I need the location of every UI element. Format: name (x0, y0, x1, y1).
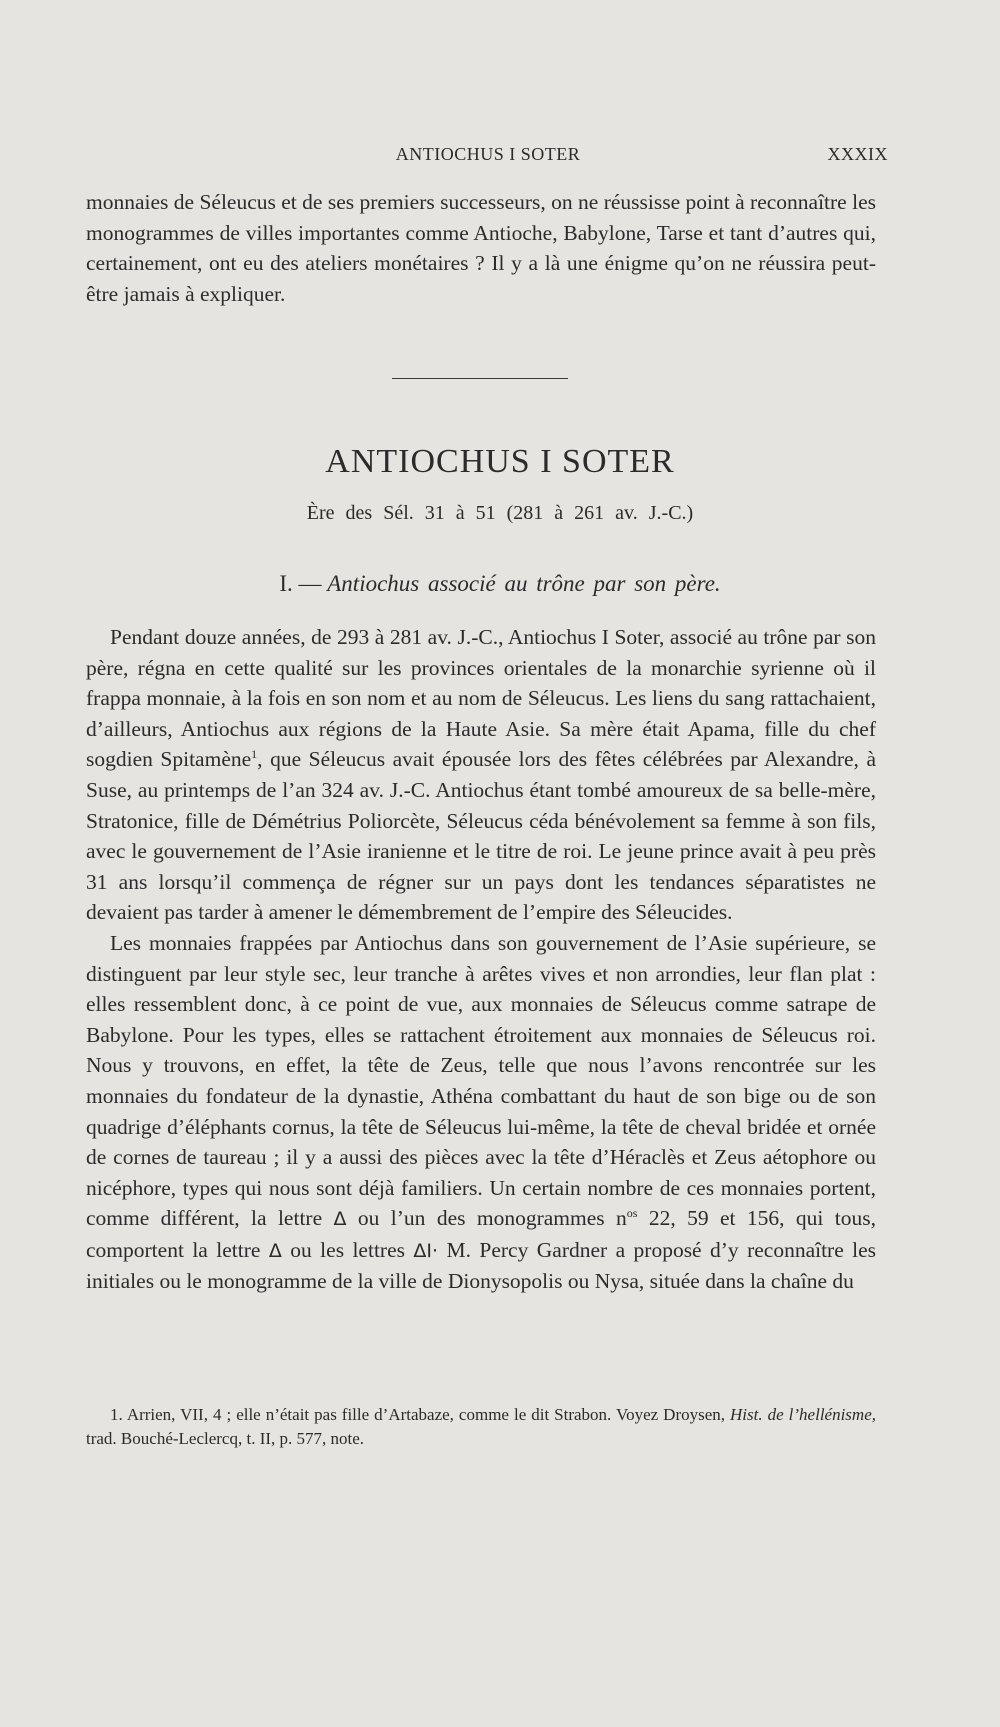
section-divider (392, 378, 568, 379)
paragraph-2-part-4: ou les lettres (290, 1237, 405, 1262)
running-head-title: ANTIOCHUS I SOTER (395, 144, 581, 164)
footnote-title-italic: Hist. de l’hellénisme, (730, 1405, 876, 1424)
section-title: ANTIOCHUS I SOTER (325, 443, 675, 480)
paragraph-2-part-3: 22, 59 et 156, qui tous, comportent la lettre (86, 1206, 876, 1262)
era-dates: Ère des Sél. 31 à 51 (281 à 261 av. J.-C.) (306, 502, 694, 524)
intro-paragraph: monnaies de Séleucus et de ses premiers successeurs, on ne réussisse point à reconnaître les monogrammes de villes importantes comme Antioche, Babylone, Tarse et tant d’autres qui, certainement, ont eu des ateliers monétaires ? Il y a là une énigme qu’on ne réussira peut-être jamais à expliquer. (86, 190, 876, 306)
footnote-number: 1. (110, 1405, 123, 1424)
delta-letter: Δ (333, 1208, 347, 1231)
footnote-text-b: trad. Bouché-Leclercq, t. II, p. 577, note. (86, 1429, 365, 1448)
running-head (88, 144, 888, 172)
body-text (86, 622, 876, 1297)
delta-iota-letters: ΔΙ· (413, 1239, 439, 1262)
page-number: XXXIX (827, 144, 888, 164)
paragraph-2 (86, 928, 876, 1297)
paragraph-2-part-1: Les monnaies frappées par Antiochus dans son gouvernement de l’Asie supérieure, se distinguent par leur style sec, leur tranche à arêtes vives et non arrondies, leur flan plat : elles ressemblent donc, à ce point de vue, aux monnaies de Séleucus comme satrape de Babylone. Pour les types, elles se rattachent étroitement aux monnaies de Séleucus roi. Nous y trouvons, en effet, la tête de Zeus, telle que nous l’avons rencontrée sur les monnaies du fondateur de la dynastie, Athéna combattant du haut de son bige ou de son quadrige d’éléphants cornus, la tête de Séleucus lui-même, la tête de cheval bridée et ornée de cornes de taureau ; il y a aussi des pièces avec la tête d’Héraclès et Zeus aétophore ou nicéphore, types qui nous sont déjà familiers. Un certain nombre de ces monnaies portent, comme différent, la lettre (86, 930, 876, 1231)
nos-superscript: os (626, 1206, 638, 1221)
paragraph-1-part-b: , que Séleucus avait épousée lors des fêtes célébrées par Alexandre, à Suse, au printemps de l’an 324 av. J.-C. Antiochus étant tombé amoureux de sa belle-mère, Stratonice, fille de Démétrius Poliorcète, Séleucus céda bénévolement sa femme à son fils, avec le gouvernement de l’Asie iranienne et le titre de roi. Le jeune prince avait à peu près 31 ans lorsqu’il commença de régner sur un pays dont les tendances séparatistes ne devaient pas tarder à amener le démembrement de l’empire des Séleucides. (86, 747, 876, 925)
intro-text (86, 187, 876, 309)
paragraph-2-part-2: ou l’un des monogrammes n (357, 1206, 627, 1231)
footnote (86, 1403, 876, 1451)
footnote-reference: 1 (251, 747, 258, 762)
subheading-text: Antiochus associé au trône par son père. (327, 571, 721, 596)
paragraph-2-part-5: M. Percy Gardner a proposé d’y reconnaître les initiales ou le monogramme de la ville de Dionysopolis ou Nysa, située dans la chaîne du (86, 1237, 877, 1294)
paragraph-1 (86, 622, 876, 928)
footnote-text-a: Arrien, VII, 4 ; elle n’était pas fille d’Artabaze, comme le dit Strabon. Voyez Droysen, (126, 1405, 726, 1424)
chapter-subheading (0, 571, 1000, 597)
paragraph-1-part-a: Pendant douze années, de 293 à 281 av. J.-C., Antiochus I Soter, associé au trône par son père, régna en cette qualité sur les provinces orientales de la monarchie syrienne où il frappa monnaie, à la fois en son nom et au nom de Séleucus. Les liens du sang rattachaient, d’ailleurs, Antiochus aux régions de la Haute Asie. Sa mère était Apama, fille du chef sogdien Spitamène (86, 625, 876, 772)
subheading-number: I. — (279, 571, 322, 596)
delta-letter: Δ (268, 1239, 282, 1262)
